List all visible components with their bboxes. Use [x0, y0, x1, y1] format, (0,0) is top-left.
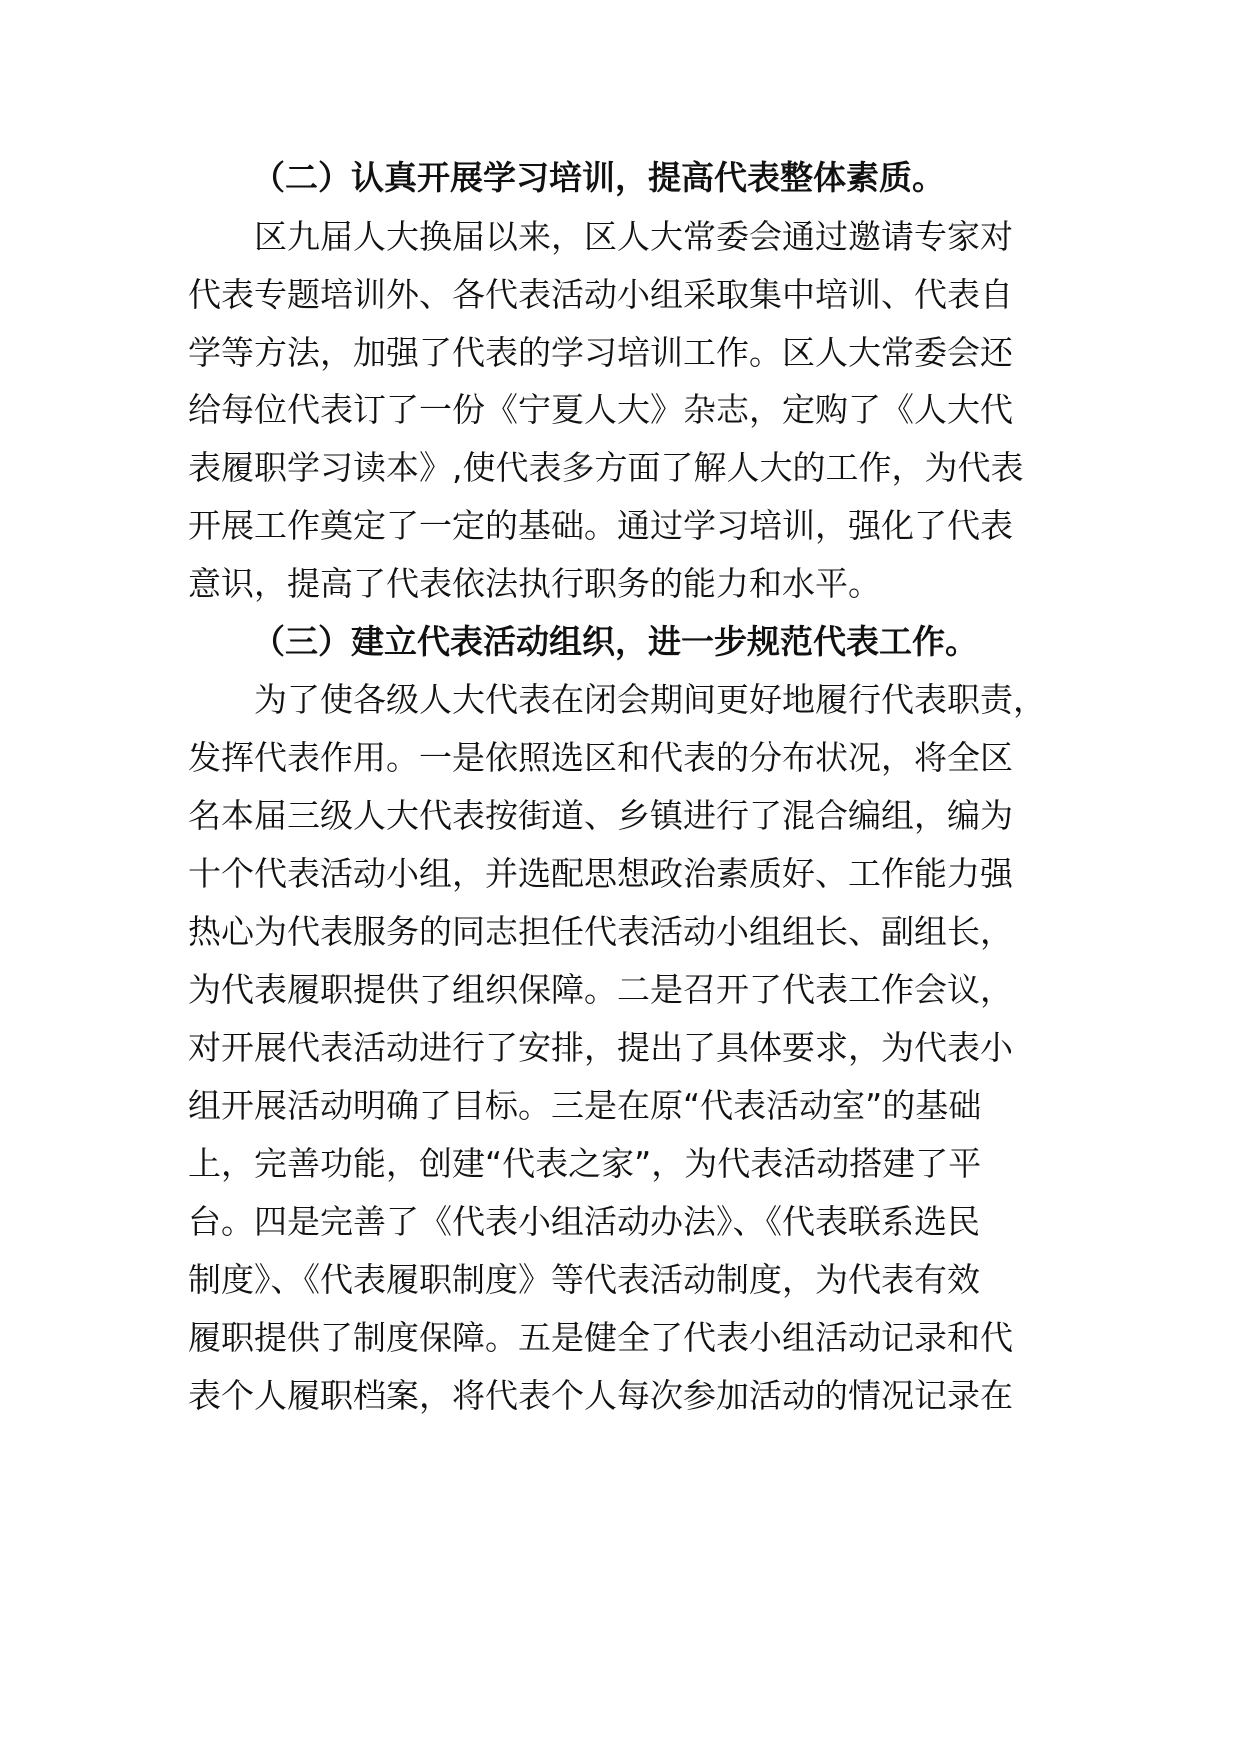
- paragraph-line: 开展工作奠定了一定的基础。通过学习培训，强化了代表: [188, 506, 1013, 545]
- paragraph-line: 制度》、《代表履职制度》等代表活动制度，为代表有效: [188, 1260, 980, 1299]
- paragraph-line: 给每位代表订了一份《宁夏人大》杂志，定购了《人大代: [188, 390, 1013, 429]
- paragraph-line: 上，完善功能，创建“代表之家”，为代表活动搭建了平: [188, 1144, 982, 1183]
- section-heading-3: （三）建立代表活动组织，进一步规范代表工作。: [252, 622, 978, 661]
- paragraph-line: 表履职学习读本》,使代表多方面了解人大的工作，为代表: [188, 448, 1024, 487]
- paragraph-line: 意识，提高了代表依法执行职务的能力和水平。: [188, 564, 881, 603]
- paragraph-line: 名本届三级人大代表按街道、乡镇进行了混合编组，编为: [188, 796, 1013, 835]
- paragraph-line: 为代表履职提供了组织保障。二是召开了代表工作会议，: [188, 970, 1013, 1009]
- paragraph-line: 十个代表活动小组，并选配思想政治素质好、工作能力强: [188, 854, 1013, 893]
- paragraph-line: 代表专题培训外、各代表活动小组采取集中培训、代表自: [188, 275, 1013, 314]
- section-heading-2: （二）认真开展学习培训，提高代表整体素质。: [252, 158, 945, 197]
- paragraph-line: 对开展代表活动进行了安排，提出了具体要求，为代表小: [188, 1028, 1013, 1067]
- paragraph-line: 履职提供了制度保障。五是健全了代表小组活动记录和代: [188, 1318, 1013, 1357]
- paragraph-line: 表个人履职档案，将代表个人每次参加活动的情况记录在: [188, 1376, 1013, 1415]
- paragraph-line: 组开展活动明确了目标。三是在原“代表活动室”的基础: [188, 1086, 982, 1125]
- paragraph-line: 区九届人大换届以来，区人大常委会通过邀请专家对: [254, 217, 1013, 256]
- paragraph-line: 热心为代表服务的同志担任代表活动小组组长、副组长，: [188, 912, 1013, 951]
- paragraph-line: 学等方法，加强了代表的学习培训工作。区人大常委会还: [188, 333, 1013, 372]
- paragraph-line: 为了使各级人大代表在闭会期间更好地履行代表职责，: [254, 680, 1046, 719]
- paragraph-line: 台。四是完善了《代表小组活动办法》、《代表联系选民: [188, 1202, 980, 1241]
- paragraph-line: 发挥代表作用。一是依照选区和代表的分布状况，将全区: [188, 738, 1013, 777]
